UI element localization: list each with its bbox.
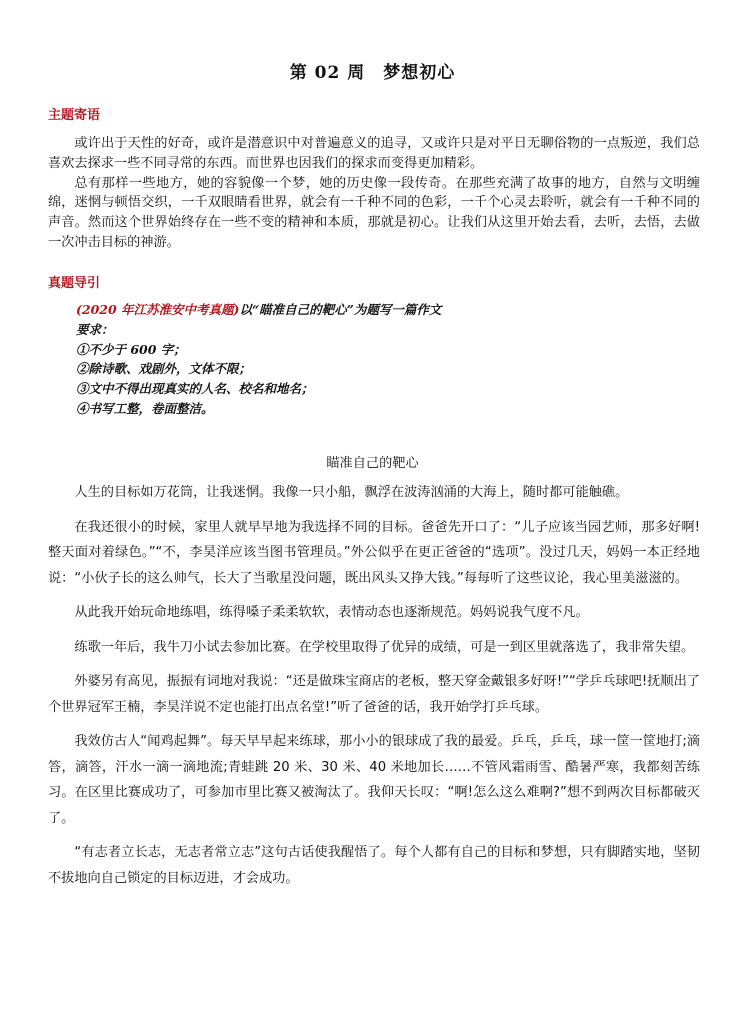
theme-paragraph: 或许出于天性的好奇，或许是潜意识中对普遍意义的追寻，又或许只是对平日无聊俗物的一点叛逆，我们总喜欢去探求一些不同寻常的东西。而世界也因我们的探求而变得更加精彩。	[48, 136, 700, 171]
essay-paragraph: 我效仿古人“闻鸡起舞”。每天早早起来练球，那小小的银球成了我的最爱。乒乓，乒乓，球一筐一筐地打;滴答，滴答，汗水一滴一滴地流;青蛙跳 20 米、30 米、40 米地加长……不管风霜雨雪、酷暑严寒，我都刻苦练习。在区里比赛成功了，可参加市里比赛又被淘汰了。我仰天长叹：“啊!怎么这么难啊?”想不到两次目标都破灭了。	[48, 734, 700, 826]
essay-paragraph: 练歌一年后，我牛刀小试去参加比赛。在学校里取得了优异的成绩，可是一到区里就落选了，我非常失望。	[74, 639, 695, 655]
exam-heading: 真题导引	[48, 276, 101, 291]
requirements-label: 要求：	[76, 321, 114, 337]
requirement-item: ①不少于 600 字；	[76, 341, 186, 357]
exam-prompt-line	[76, 300, 676, 320]
exam-source: (2020 年江苏淮安中考真题)	[76, 302, 240, 317]
requirement-item: ②除诗歌、戏剧外，文体不限；	[76, 361, 252, 377]
essay-body	[48, 480, 700, 900]
essay-paragraph: 外婆另有高见，振振有词地对我说：“还是做珠宝商店的老板，整天穿金戴银多好呀!”“学乒乓球吧!抚顺出了个世界冠军王楠，李昊洋说不定也能打出点名堂!”听了爸爸的话，我开始学打乒乓球。	[48, 674, 700, 715]
theme-paragraph: 总有那样一些地方，她的容貌像一个梦，她的历史像一段传奇。在那些充满了故事的地方，自然与文明缠绵，迷惘与顿悟交织，一千双眼睛看世界，就会有一千种不同的色彩，一千个心灵去聆听，就会有一千种不同的声音。然而这个世界始终存在一些不变的精神和本质，那就是初心。让我们从这里开始去看，去听，去悟，去做一次冲击目标的神游。	[48, 175, 700, 250]
requirements-list	[76, 340, 676, 419]
essay-title: 瞄准自己的靶心	[326, 456, 419, 471]
exam-prompt: 以“瞄准自己的靶心”为题写一篇作文	[239, 302, 442, 317]
theme-heading: 主题寄语	[48, 108, 101, 123]
requirement-item: ④书写工整，卷面整洁。	[76, 400, 214, 416]
essay-paragraph: “有志者立长志，无志者常立志”这句古话使我醒悟了。每个人都有自己的目标和梦想，只有脚踏实地，坚韧不拔地向自己锁定的目标迈进，才会成功。	[48, 845, 700, 886]
page-title: 第 02 周 梦想初心	[289, 63, 456, 83]
exam-prompt-block	[76, 300, 676, 419]
theme-text	[48, 134, 700, 253]
essay-paragraph: 在我还很小的时候，家里人就早早地为我选择不同的目标。爸爸先开口了：“儿子应该当园艺师，那多好啊!整天面对着绿色。”“不，李昊洋应该当图书管理员。”外公似乎在更正爸爸的“选项”。没过几天，妈妈一本正经地说：“小伙子长的这么帅气，长大了当歌星没问题，既出风头又挣大钱。”每每听了这些议论，我心里美滋滋的。	[48, 519, 700, 586]
requirement-item: ③文中不得出现真实的人名、校名和地名；	[76, 381, 314, 397]
essay-paragraph: 人生的目标如万花筒，让我迷惘。我像一只小船，飘浮在波涛汹涌的大海上，随时都可能触礁。	[74, 485, 629, 500]
essay-paragraph: 从此我开始玩命地练唱，练得嗓子柔柔软软，表情动态也逐渐规范。妈妈说我气度不凡。	[74, 605, 589, 620]
